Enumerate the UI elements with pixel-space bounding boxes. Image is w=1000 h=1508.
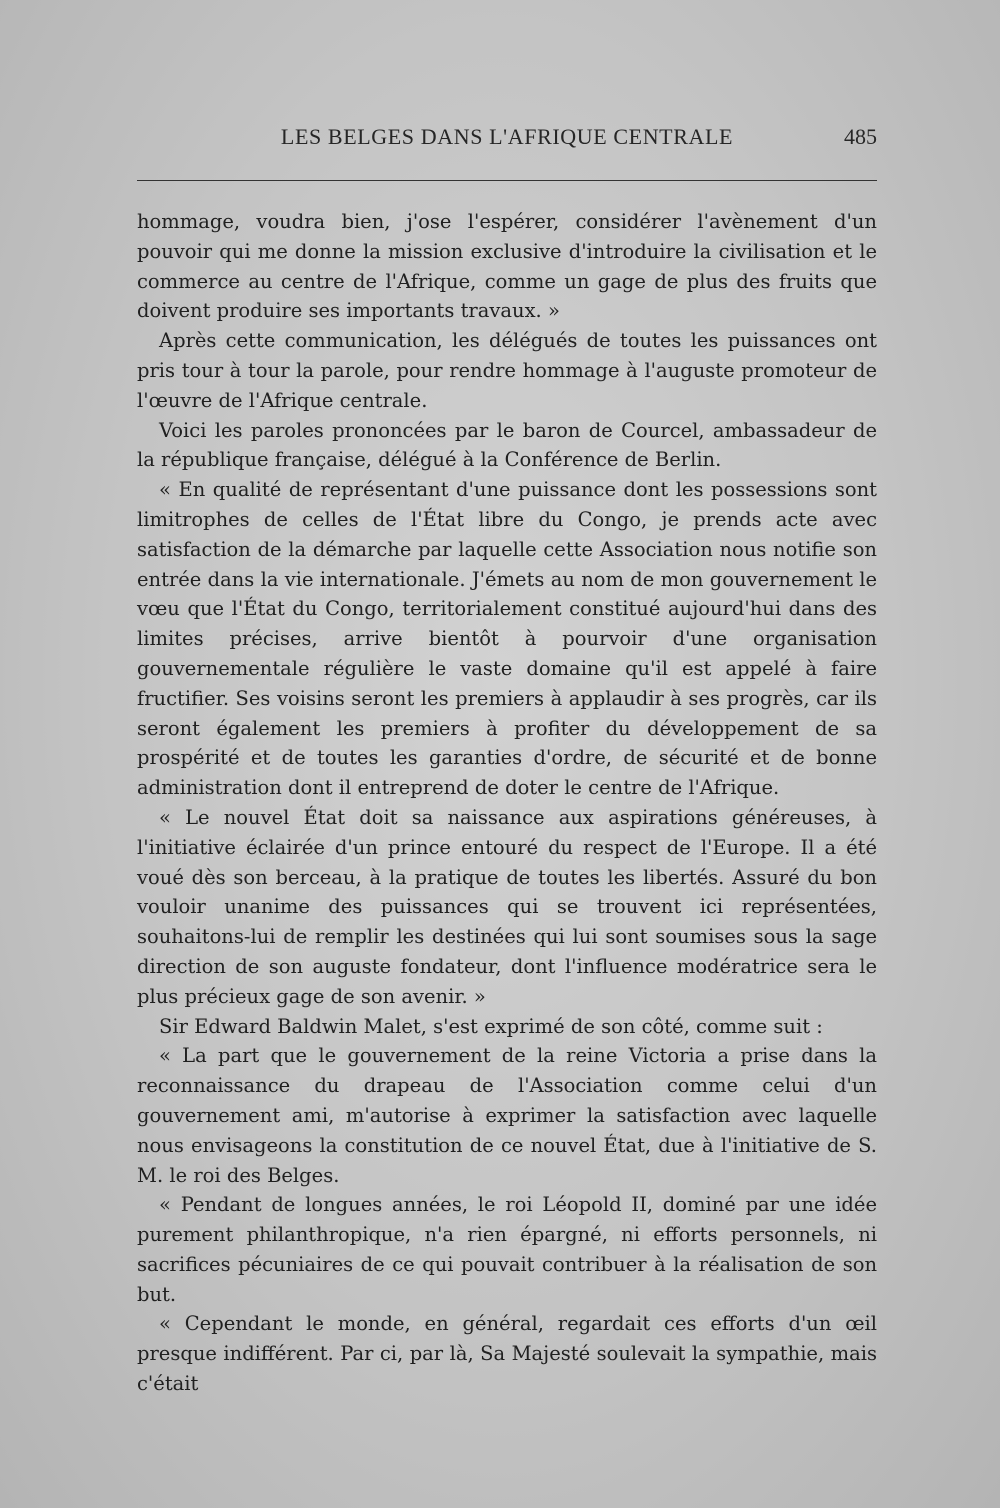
quoted-paragraph: « La part que le gouvernement de la reine Victoria a prise dans la reconnaissance du drapeau de l'Association comme celui d'un gouvernement ami, m'autorise à exprimer la satisfaction avec laquelle nous envisageons la constitution de ce nouvel État, due à l'initiative de S. M. le roi des Belges. xyxy=(137,1044,877,1187)
paragraph: Après cette communication, les délégués de toutes les puissances ont pris tour à tour la parole, pour rendre hommage à l'auguste promoteur de l'œuvre de l'Afrique centrale. xyxy=(137,329,877,412)
quoted-paragraph: « Le nouvel État doit sa naissance aux aspirations généreuses, à l'initiative éclairée d'un prince entouré du respect de l'Europe. Il a été voué dès son berceau, à la pratique de toutes les libertés. Assuré du bon vouloir unanime des puissances qui se trouvent ici représentées, souhaitons-lui de remplir les destinées qui lui sont soumises sous la sage direction de son auguste fondateur, dont l'influence modératrice sera le plus précieux gage de son avenir. » xyxy=(137,805,877,1008)
running-head xyxy=(137,124,877,156)
quoted-paragraph: « Pendant de longues années, le roi Léopold II, dominé par une idée purement philanthropique, n'a rien épargné, ni efforts personnels, ni sacrifices pécuniaires de ce qui pouvait contribuer à la réalisation de son but. xyxy=(137,1193,877,1306)
header-rule xyxy=(137,180,877,181)
quoted-paragraph: « En qualité de représentant d'une puissance dont les possessions sont limitrophes de celles de l'État libre du Congo, je prends acte avec satisfaction de la démarche par laquelle cette Association nous notifie son entrée dans la vie internationale. J'émets au nom de mon gouvernement le vœu que l'État du Congo, territorialement constitué aujourd'hui dans des limites précises, arrive bientôt à pourvoir d'une organisation gouvernementale régulière le vaste domaine qu'il est appelé à faire fructifier. Ses voisins seront les premiers à applaudir à ses progrès, car ils seront également les premiers à profiter du développement de sa prospérité et de toutes les garanties d'ordre, de sécurité et de bonne administration dont il entreprend de doter le centre de l'Afrique. xyxy=(137,478,877,800)
paragraph: Voici les paroles prononcées par le baron de Courcel, ambassadeur de la république française, délégué à la Conférence de Berlin. xyxy=(137,418,877,472)
paragraph: Sir Edward Baldwin Malet, s'est exprimé de son côté, comme suit : xyxy=(159,1014,823,1038)
page-number: 485 xyxy=(844,124,877,149)
running-title: LES BELGES DANS L'AFRIQUE CENTRALE xyxy=(280,124,734,149)
paragraph: hommage, voudra bien, j'ose l'espérer, considérer l'avènement d'un pouvoir qui me donne la mission exclusive d'introduire la civilisation et le commerce au centre de l'Afrique, comme un gage de plus des fruits que doivent produire ses importants travaux. » xyxy=(137,210,877,323)
quoted-paragraph: « Cependant le monde, en général, regardait ces efforts d'un œil presque indifférent. Par ci, par là, Sa Majesté soulevait la sympathie, mais c'était xyxy=(137,1312,877,1396)
body-text xyxy=(137,207,877,1399)
